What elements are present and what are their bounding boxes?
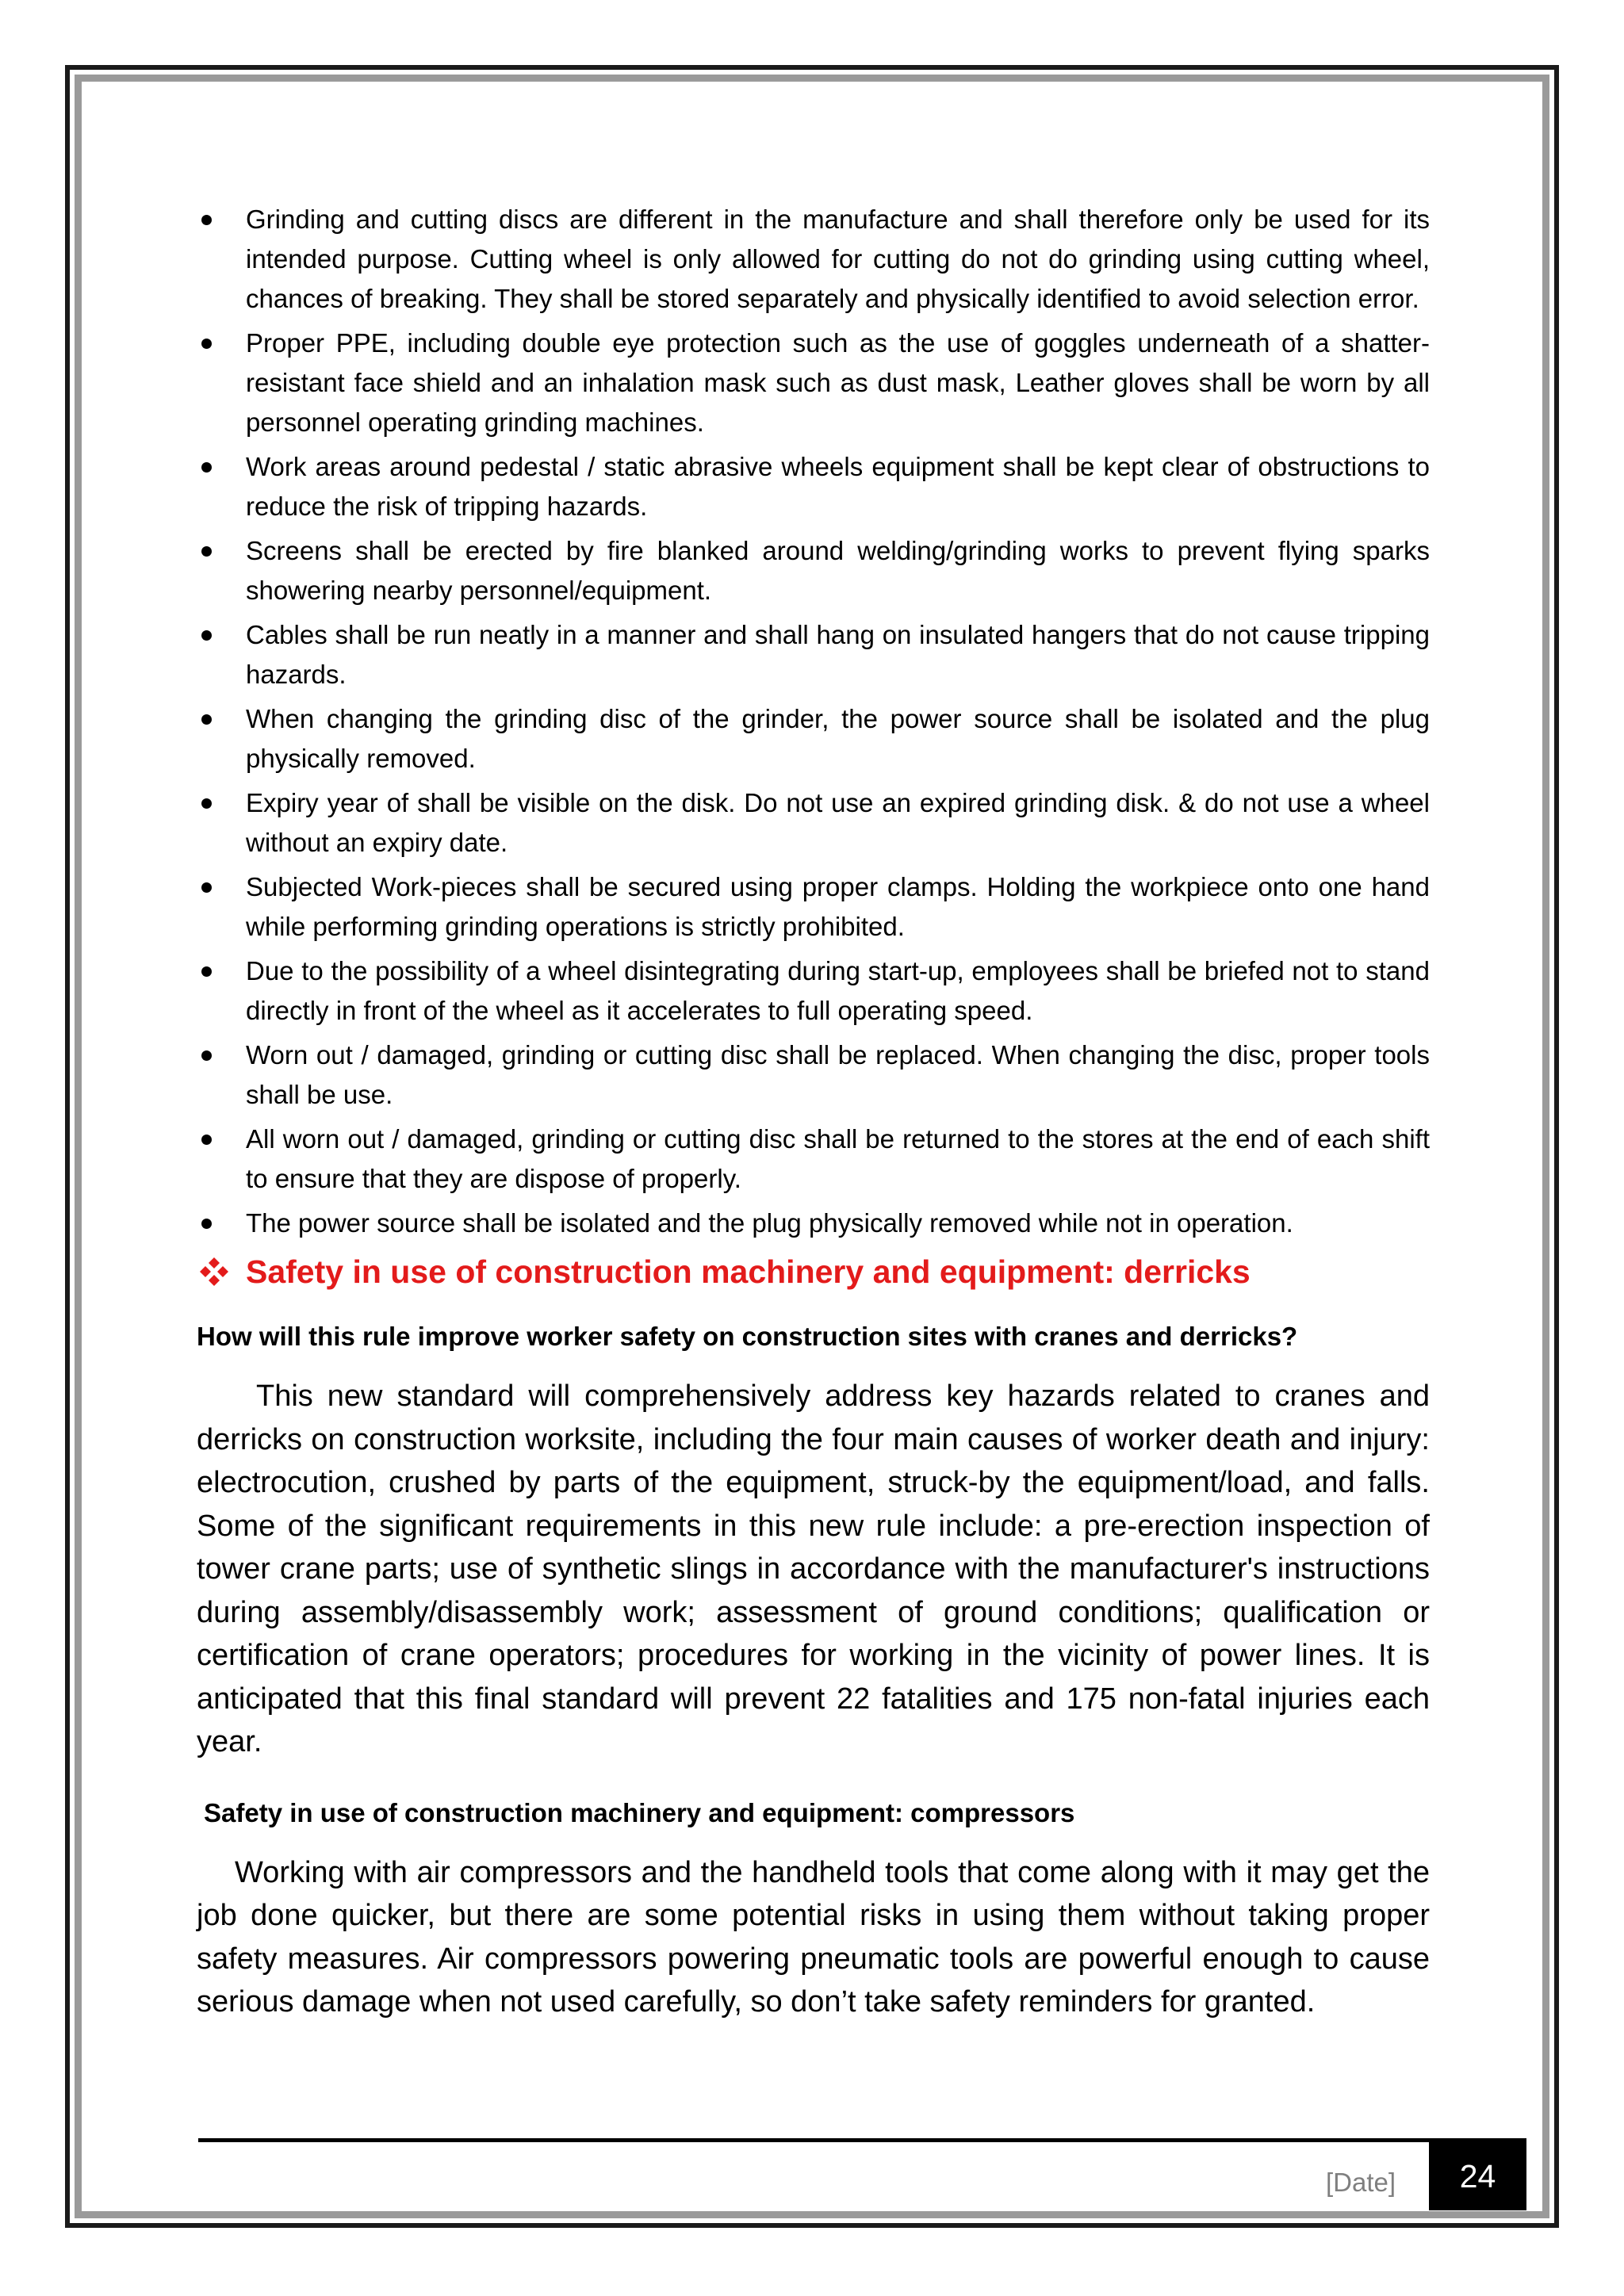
bullet-icon [201, 630, 212, 641]
list-item [197, 200, 1430, 319]
list-item-text: The power source shall be isolated and the plug physically removed while not in operation. [246, 1208, 1293, 1238]
list-item-text: Cables shall be run neatly in a manner and shall hang on insulated hangers that do not cause tripping hazards. [246, 620, 1430, 689]
safety-bullet-list [197, 200, 1430, 1243]
footer-date: [Date] [1326, 2168, 1396, 2197]
bullet-icon [201, 215, 212, 225]
bullet-icon [201, 1135, 212, 1145]
list-item [197, 615, 1430, 695]
list-item-text: All worn out / damaged, grinding or cutting disc shall be returned to the stores at the end of each shift to ensure that they are dispose of properly. [246, 1124, 1430, 1193]
list-item [197, 447, 1430, 526]
list-item [197, 1035, 1430, 1115]
section-question: How will this rule improve worker safety on construction sites with cranes and derricks? [197, 1322, 1298, 1351]
four-diamond-icon [198, 1256, 230, 1288]
list-item [197, 951, 1430, 1031]
list-item-text: Worn out / damaged, grinding or cutting disc shall be replaced. When changing the disc, proper tools shall be use. [246, 1040, 1430, 1109]
list-item [197, 531, 1430, 610]
list-item-text: Subjected Work-pieces shall be secured using proper clamps. Holding the workpiece onto one hand while performing grinding operations is strictly prohibited. [246, 872, 1430, 941]
list-item-text: Screens shall be erected by fire blanked around welding/grinding works to prevent flying sparks showering nearby personnel/equipment. [246, 536, 1430, 605]
list-item-text: Due to the possibility of a wheel disintegrating during start-up, employees shall be briefed not to stand directly in front of the wheel as it accelerates to full operating speed. [246, 956, 1430, 1025]
compressors-heading: Safety in use of construction machinery and equipment: compressors [204, 1797, 1075, 1827]
list-item-text: When changing the grinding disc of the grinder, the power source shall be isolated and the plug physically removed. [246, 704, 1430, 773]
bullet-icon [201, 1219, 212, 1229]
footer-rule [198, 2138, 1526, 2142]
bullet-icon [201, 339, 212, 349]
bullet-icon [201, 798, 212, 809]
list-item-text: Grinding and cutting discs are different in the manufacture and shall therefore only be used for its intended purpose. Cutting wheel is only allowed for cutting do not do grinding using cutting wheel, chances of breaking. They shall be stored separately and physically identified to avoid selection error. [246, 205, 1430, 313]
bullet-icon [201, 462, 212, 473]
page-content [197, 200, 1430, 2054]
bullet-icon [201, 546, 212, 557]
derricks-section-heading [197, 1248, 1430, 1295]
list-item [197, 323, 1430, 442]
bullet-icon [201, 966, 212, 977]
page-number [1429, 2142, 1526, 2210]
bullet-icon [201, 882, 212, 893]
list-item [197, 699, 1430, 779]
list-item [197, 867, 1430, 947]
bullet-icon [201, 714, 212, 725]
page-number-text: 24 [1459, 2157, 1496, 2195]
list-item [197, 1119, 1430, 1199]
list-item-text: Expiry year of shall be visible on the disk. Do not use an expired grinding disk. & do not use a wheel without an expiry date. [246, 788, 1430, 857]
list-item [197, 783, 1430, 863]
list-item-text: Work areas around pedestal / static abrasive wheels equipment shall be kept clear of obstructions to reduce the risk of tripping hazards. [246, 452, 1430, 521]
list-item [197, 1203, 1430, 1243]
list-item-text: Proper PPE, including double eye protection such as the use of goggles underneath of a shatter-resistant face shield and an inhalation mask such as dust mask, Leather gloves shall be worn by all personnel operating grinding machines. [246, 328, 1430, 437]
bullet-icon [201, 1050, 212, 1061]
section-heading-text: Safety in use of construction machinery and equipment: derricks [246, 1253, 1251, 1290]
compressors-paragraph: Working with air compressors and the handheld tools that come along with it may get the job done quicker, but there are some potential risks in using them without taking proper safety measures. Air compressors powering pneumatic tools are powerful enough to cause serious damage when not used carefully, so don’t take safety reminders for granted. [197, 1855, 1430, 2019]
derricks-paragraph: This new standard will comprehensively address key hazards related to cranes and derricks on construction worksite, including the four main causes of worker death and injury: electrocution, crushed by parts of the equipment, struck-by the equipment/load, and falls. Some of the significant requirements in this new rule include: a pre-erection inspection of tower crane parts; use of synthetic slings in accordance with the manufacturer's instructions during assembly/disassembly work; assessment of ground conditions; qualification or certification of crane operators; procedures for working in the vicinity of power lines. It is anticipated that this final standard will prevent 22 fatalities and 175 non-fatal injuries each year. [197, 1380, 1430, 1758]
